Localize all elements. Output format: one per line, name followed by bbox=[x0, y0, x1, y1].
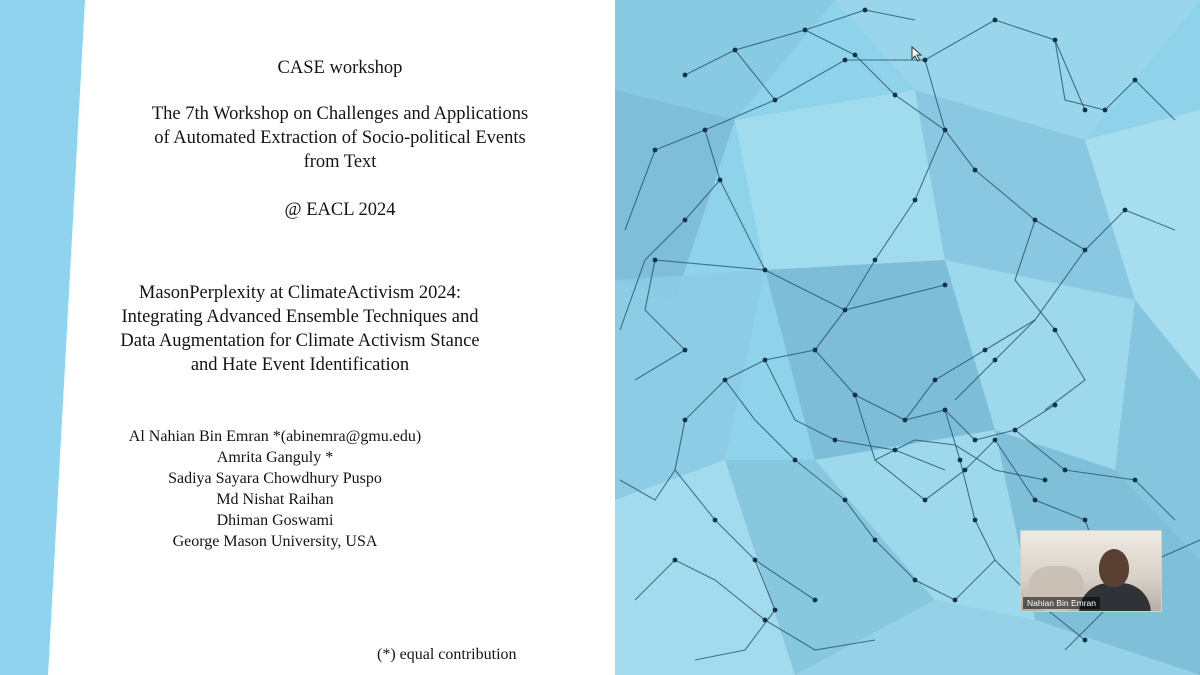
workshop-title-line-3: from Text bbox=[303, 152, 377, 172]
paper-title-line-1: MasonPerplexity at ClimateActivism 2024: bbox=[138, 283, 462, 303]
participant-head bbox=[1099, 549, 1129, 587]
workshop-title-line-2: of Automated Extraction of Socio-political Events bbox=[154, 128, 526, 148]
author-5: Dhiman Goswami bbox=[216, 512, 334, 529]
venue-label: @ EACL 2024 bbox=[284, 200, 396, 220]
workshop-short-name: CASE workshop bbox=[277, 58, 403, 78]
affiliation: George Mason University, USA bbox=[172, 533, 378, 550]
paper-title-line-3: Data Augmentation for Climate Activism Stance bbox=[120, 331, 480, 351]
participant-name-label: Nahian Bin Emran bbox=[1023, 597, 1100, 609]
author-2: Amrita Ganguly * bbox=[216, 449, 334, 466]
mouse-cursor-icon bbox=[911, 46, 923, 62]
slide-text-panel bbox=[90, 0, 615, 675]
left-accent-stripe bbox=[0, 0, 90, 675]
participant-video-tile[interactable] bbox=[1020, 530, 1162, 612]
author-3: Sadiya Sayara Chowdhury Puspo bbox=[168, 470, 382, 487]
author-4: Md Nishat Raihan bbox=[216, 491, 334, 508]
author-1: Al Nahian Bin Emran *(abinemra@gmu.edu) bbox=[128, 428, 422, 445]
paper-title-line-4: and Hate Event Identification bbox=[190, 355, 410, 375]
workshop-title-line-1: The 7th Workshop on Challenges and Applications bbox=[151, 104, 529, 124]
footnote: (*) equal contribution bbox=[377, 646, 517, 663]
paper-title-line-2: Integrating Advanced Ensemble Techniques and bbox=[121, 307, 479, 327]
